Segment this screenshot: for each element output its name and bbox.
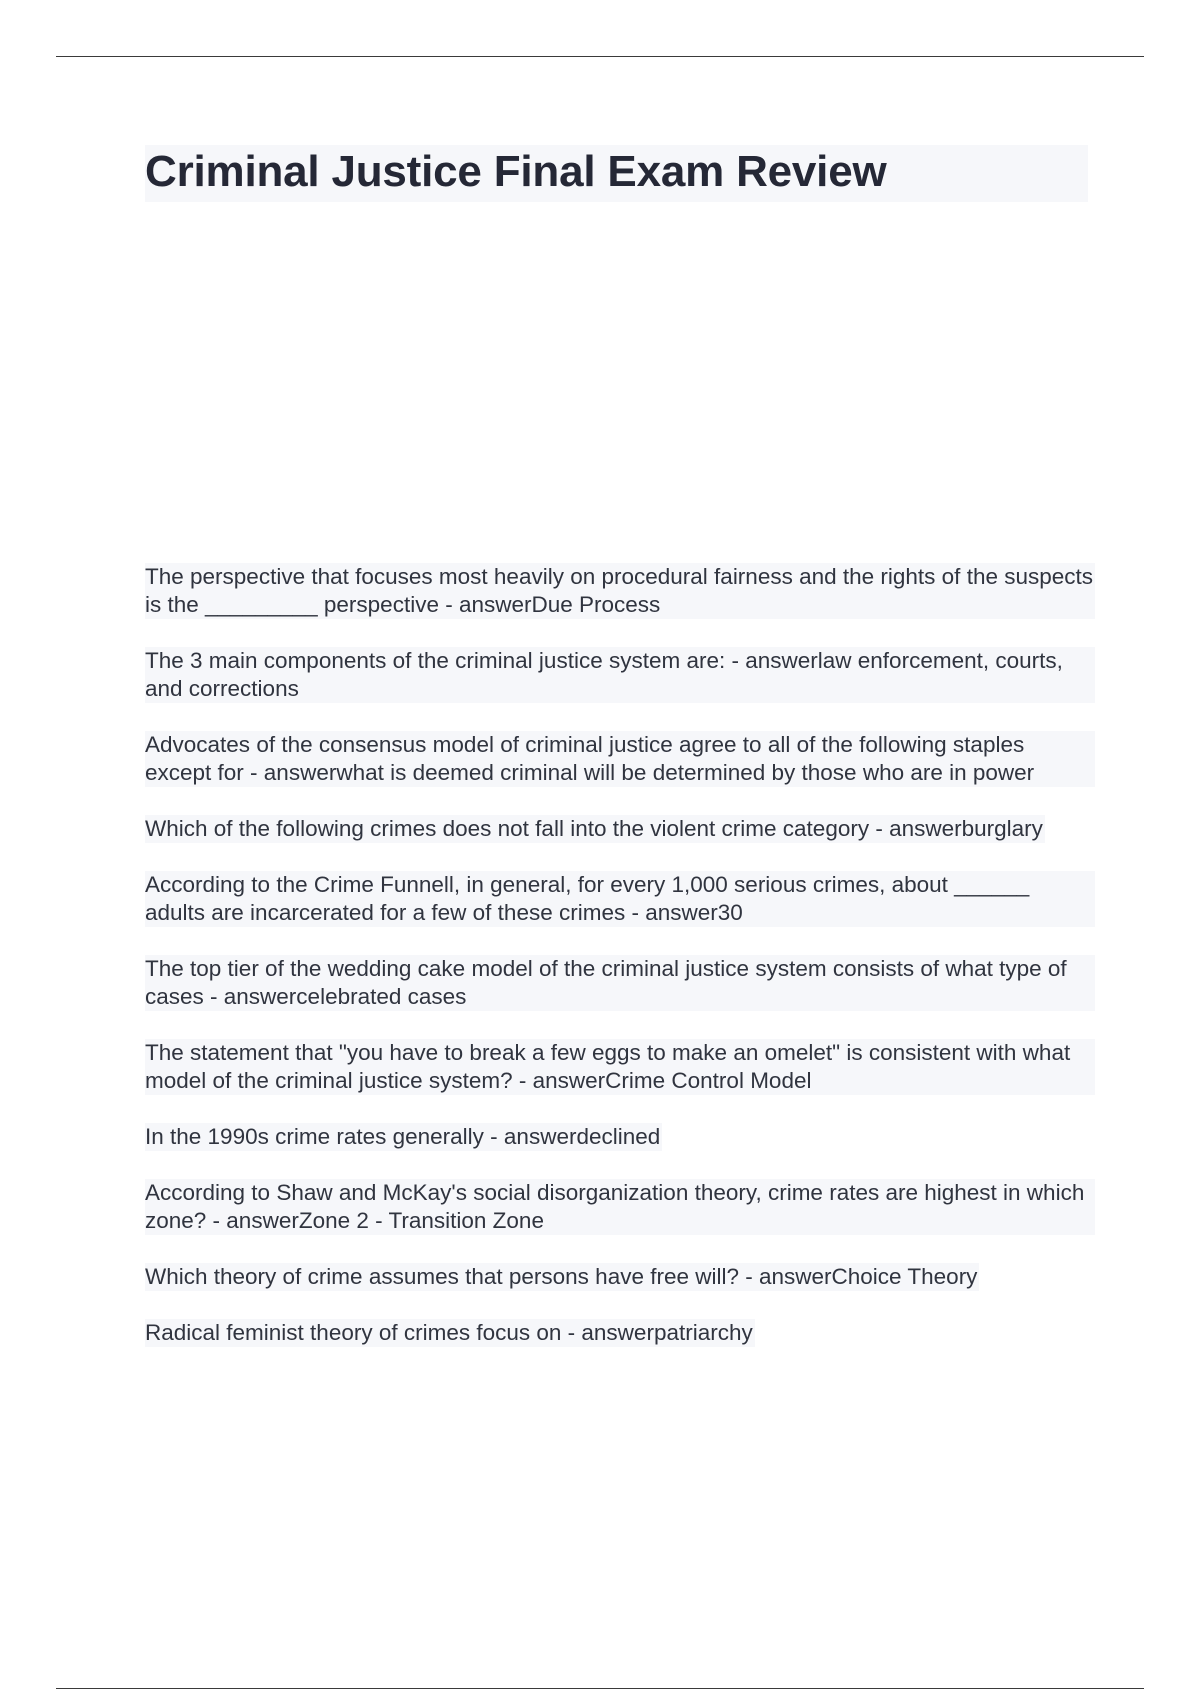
qa-item: The statement that "you have to break a few eggs to make an omelet" is consistent with what model of the criminal justice system? - answerCrime Control Model	[145, 1039, 1095, 1095]
qa-item: Which theory of crime assumes that persons have free will? - answerChoice Theory	[145, 1264, 978, 1289]
bottom-rule	[56, 1688, 1144, 1689]
qa-item: According to Shaw and McKay's social disorganization theory, crime rates are highest in which zone? - answerZone 2 - Transition Zone	[145, 1179, 1095, 1235]
qa-item: The perspective that focuses most heavily on procedural fairness and the rights of the suspects is the _________ perspective - answerDue Process	[145, 564, 1094, 617]
qa-item: The top tier of the wedding cake model of the criminal justice system consists of what type of cases - answercelebrated cases	[145, 955, 1095, 1011]
qa-item: According to the Crime Funnell, in general, for every 1,000 serious crimes, about ______ adults are incarcerated for a few of these crimes - answer30	[145, 871, 1095, 927]
qa-item: Which of the following crimes does not fall into the violent crime category - answerburglary	[145, 816, 1043, 841]
qa-item: The 3 main components of the criminal justice system are: - answerlaw enforcement, courts, and corrections	[145, 647, 1095, 703]
qa-item: In the 1990s crime rates generally - answerdeclined	[145, 1124, 661, 1149]
qa-item: Advocates of the consensus model of criminal justice agree to all of the following staples except for - answerwhat is deemed criminal will be determined by those who are in power	[145, 731, 1095, 787]
qa-item: Radical feminist theory of crimes focus on - answerpatriarchy	[145, 1320, 753, 1345]
document-title: Criminal Justice Final Exam Review	[145, 147, 887, 196]
top-rule	[56, 56, 1144, 57]
qa-list	[145, 563, 1095, 1375]
